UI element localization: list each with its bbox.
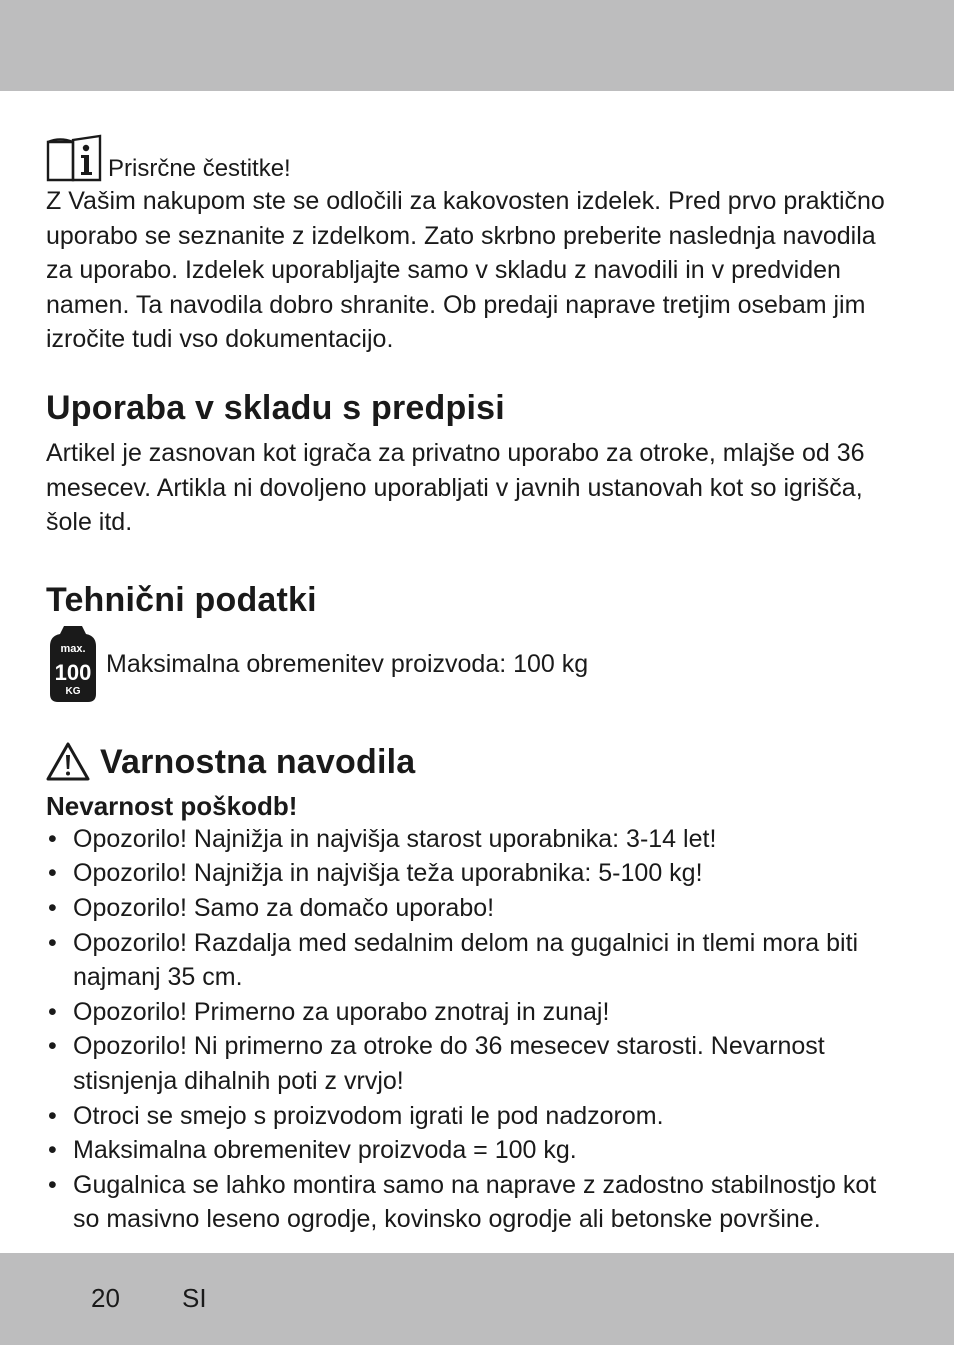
language-code: SI [182,1283,207,1313]
weight-icon-max: max. [60,642,86,655]
list-item: • Opozorilo! Najnižja in najvišja teža uporabnika: 5-100 kg! [46,856,906,891]
max-weight-icon [46,624,100,704]
weight-icon-unit: KG [65,685,81,697]
intended-use-section [46,388,906,540]
header-bar [0,0,954,91]
max-load-row [46,624,906,704]
list-item: • Gugalnica se lahko montira samo na naprave z zadostno stabilnostjo kot so masivno leseno ogrodje, kovinsko ogrodje ali betonske površine. [46,1168,906,1237]
list-item: • Opozorilo! Najnižja in najvišja starost uporabnika: 3-14 let! [46,822,906,857]
technical-heading: Tehnični podatki [46,580,317,619]
safety-list [46,822,906,1237]
warning-triangle-icon [46,742,90,782]
intro-paragraph: Z Vašim nakupom ste se odločili za kakovosten izdelek. Pred prvo praktično uporabo se seznanite z izdelkom. Zato skrbno preberite naslednja navodila za uporabo. Izdelek uporabljajte samo v skladu z navodili in v predviden namen. Ta navodila dobro shranite. Ob predaji naprave tretjim osebam jim izročite tudi vso dokumentacijo. [46,187,885,354]
list-item: • Opozorilo! Samo za domačo uporabo! [46,891,906,926]
safety-heading-row [46,742,906,782]
intended-use-heading: Uporaba v skladu s predpisi [46,388,505,427]
intended-use-text: Artikel je zasnovan kot igrača za privatno uporabo za otroke, mlajše od 36 mesecev. Artikla ni dovoljeno uporabljati v javnih ustanovah kot so igrišča, šole itd. [46,438,865,537]
intro-line [46,132,906,184]
technical-section [46,580,906,704]
list-item: • Opozorilo! Ni primerno za otroke do 36 mesecev starosti. Nevarnost stisnjenja dihalnih poti z vrvjo! [46,1029,906,1098]
footer-bar [0,1253,954,1345]
safety-subheading: Nevarnost poškodb! [46,790,298,821]
list-item: • Opozorilo! Primerno za uporabo znotraj in zunaj! [46,995,906,1030]
list-item: • Opozorilo! Razdalja med sedalnim delom na gugalnici in tlemi mora biti najmanj 35 cm. [46,926,906,995]
greeting-text: Prisrčne čestitke! [108,155,291,182]
list-item: • Maksimalna obremenitev proizvoda = 100 kg. [46,1133,906,1168]
safety-section [46,742,906,1237]
page-number: 20 [91,1283,120,1313]
book-info-icon [46,134,102,184]
weight-icon-value: 100 [54,659,92,685]
page-content [46,132,906,1237]
list-item: • Otroci se smejo s proizvodom igrati le pod nadzorom. [46,1099,906,1134]
max-load-text: Maksimalna obremenitev proizvoda: 100 kg [106,649,589,678]
safety-heading: Varnostna navodila [100,742,416,781]
